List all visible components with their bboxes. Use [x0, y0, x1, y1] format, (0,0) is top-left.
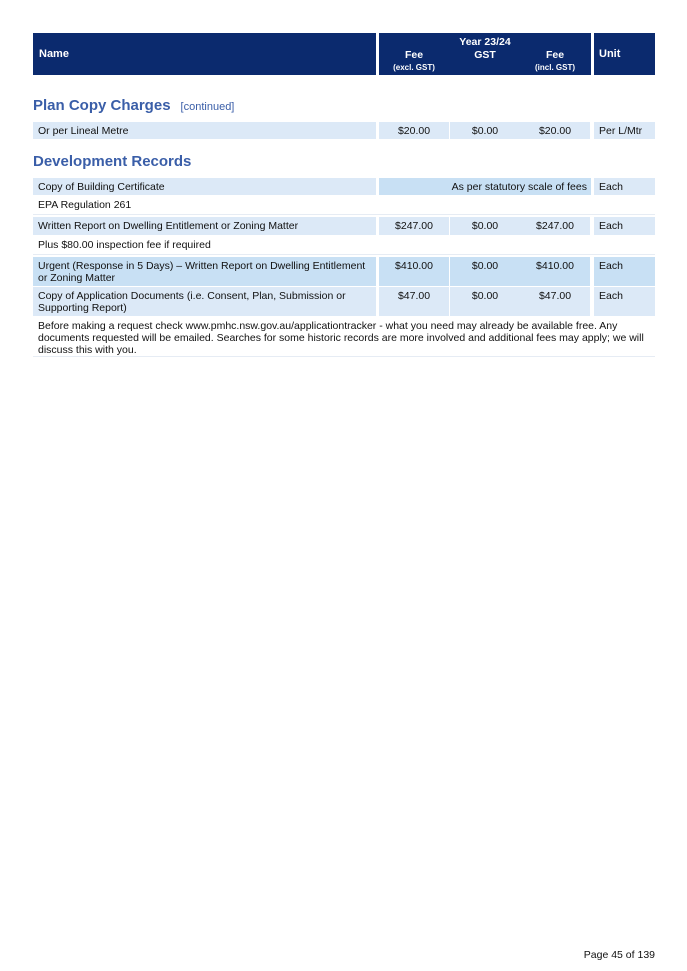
header-year: Year 23/24: [459, 36, 511, 48]
table-header: [33, 33, 655, 75]
section-title-development-records: Development Records: [33, 153, 192, 170]
table-row: Copy of Application Documents (i.e. Consent, Plan, Submission or Supporting Report) $47.00 $0.00 $47.00 Each: [33, 287, 655, 316]
continued-label: [continued]: [180, 101, 235, 113]
header-fee-incl: Fee (incl. GST): [535, 49, 575, 72]
page-number: Page 45 of 139: [583, 949, 655, 961]
header-gst: GST: [474, 49, 496, 61]
table-row: Plus $80.00 inspection fee if required: [33, 236, 655, 255]
header-year-group: [379, 33, 591, 75]
header-fee-excl: Fee (excl. GST): [393, 49, 435, 72]
section-title-plan-copy: Plan Copy Charges [continued]: [33, 97, 235, 114]
table-row: EPA Regulation 261: [33, 196, 655, 215]
header-name: Name: [33, 33, 376, 75]
header-unit: Unit: [594, 33, 655, 75]
table-row: Or per Lineal Metre $20.00 $0.00 $20.00 Per L/Mtr: [33, 122, 655, 139]
table-row: Urgent (Response in 5 Days) – Written Report on Dwelling Entitlement or Zoning Matter $410.00 $0.00 $410.00 Each: [33, 257, 655, 286]
table-row: Written Report on Dwelling Entitlement or Zoning Matter $247.00 $0.00 $247.00 Each: [33, 217, 655, 235]
table-row: Copy of Building Certificate As per statutory scale of fees Each: [33, 178, 655, 195]
table-row: Before making a request check www.pmhc.nsw.gov.au/applicationtracker - what you need may already be available free. Any documents requested will be emailed. Searches for some historic records are more involved and additional fees may apply; we will discuss this with you.: [33, 317, 655, 357]
